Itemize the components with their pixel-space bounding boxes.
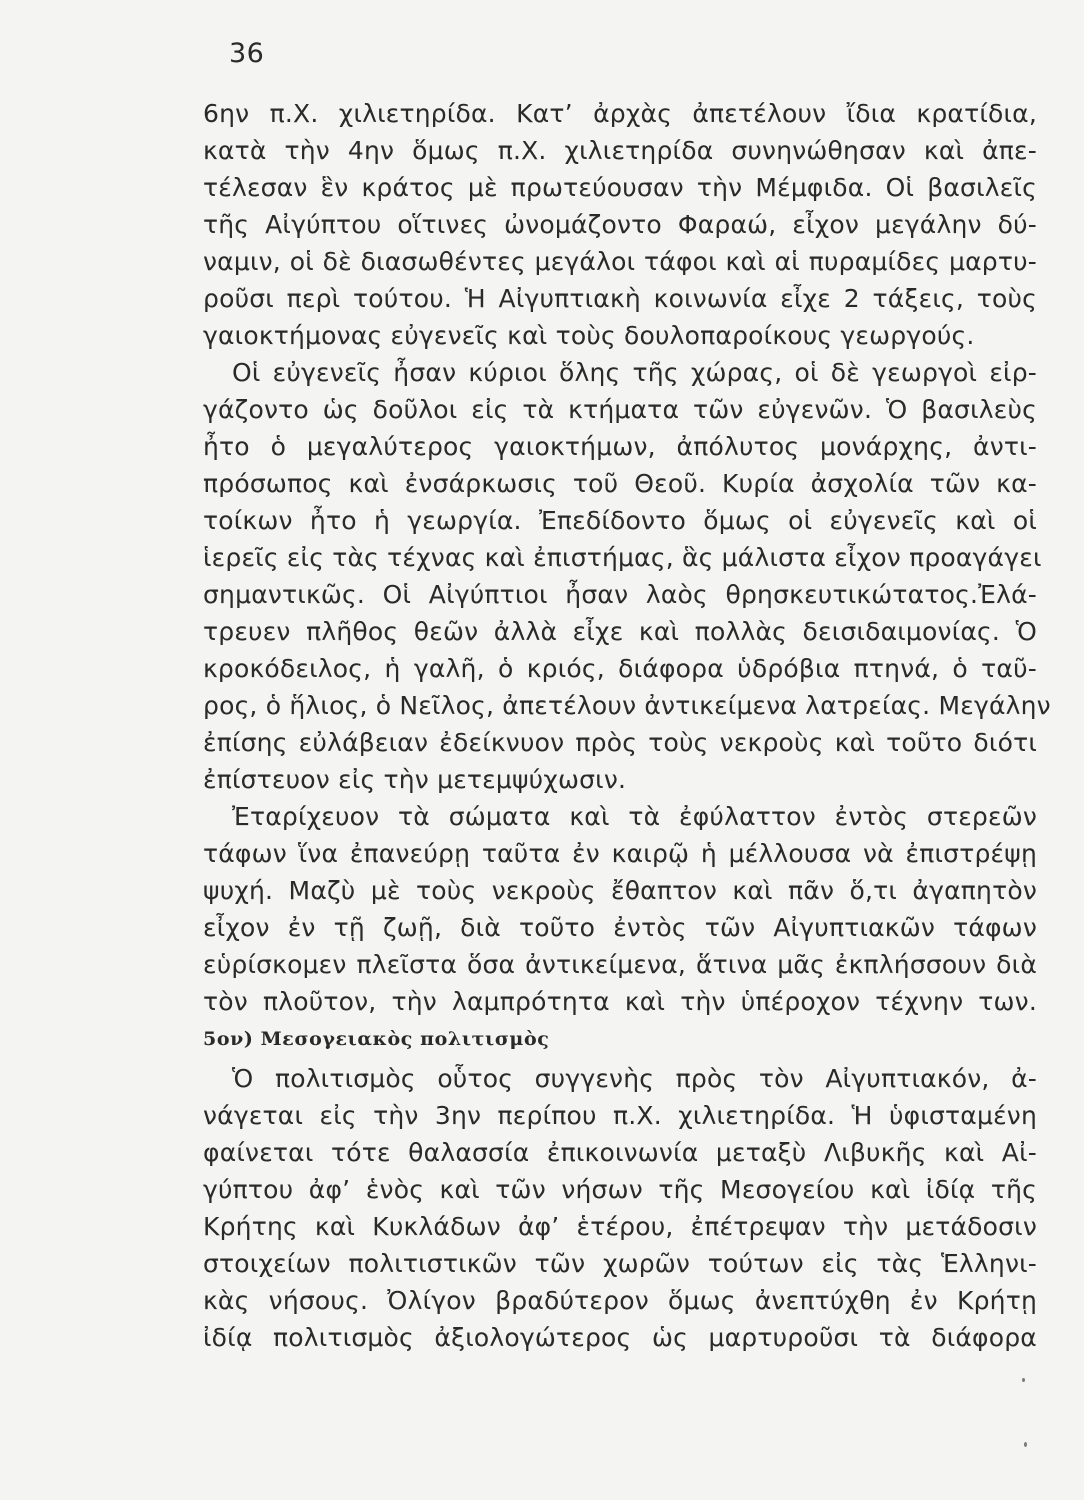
- text-line: εὑρίσκομεν πλεῖστα ὅσα ἀντικείμενα, ἅτινα μᾶς ἐκπλήσσουν διὰ: [203, 950, 1037, 979]
- text-line: ρος, ὁ ἥλιος, ὁ Νεῖλος, ἀπετέλουν ἀντικείμενα λατρείας. Μεγάλην: [203, 691, 1051, 720]
- text-line: ναμιν, οἱ δὲ διασωθέντες μεγάλοι τάφοι καὶ αἱ πυραμίδες μαρτυ-: [203, 247, 1037, 276]
- text-line: τὸν πλοῦτον, τὴν λαμπρότητα καὶ τὴν ὑπέροχον τέχνην των.: [203, 987, 1037, 1016]
- text-line: τοίκων ἦτο ἡ γεωργία. Ἐπεδίδοντο ὅμως οἱ εὐγενεῖς καὶ οἱ: [203, 506, 1037, 535]
- text-line: Ὁ πολιτισμὸς οὗτος συγγενὴς πρὸς τὸν Αἰγυπτιακόν, ἀ-: [232, 1064, 1037, 1093]
- text-line: κατὰ τὴν 4ην ὅμως π.Χ. χιλιετηρίδα συνηνώθησαν καὶ ἀπε-: [203, 136, 1037, 165]
- text-line: 6ην π.Χ. χιλιετηρίδα. Κατ’ ἀρχὰς ἀπετέλουν ἴδια κρατίδια,: [203, 99, 1037, 128]
- page-number: 36: [229, 38, 265, 69]
- text-line: γάζοντο ὡς δοῦλοι εἰς τὰ κτήματα τῶν εὐγενῶν. Ὁ βασιλεὺς: [203, 395, 1037, 424]
- text-line: ἰδίᾳ πολιτισμὸς ἀξιολογώτερος ὡς μαρτυροῦσι τὰ διάφορα: [203, 1323, 1037, 1352]
- scan-speck: [1024, 1442, 1027, 1447]
- text-line: ἱερεῖς εἰς τὰς τέχνας καὶ ἐπιστήμας, ἃς μάλιστα εἶχον προαγάγει: [203, 543, 1042, 572]
- text-line: Κρήτης καὶ Κυκλάδων ἀφ’ ἑτέρου, ἐπέτρεψαν τὴν μετάδοσιν: [203, 1212, 1037, 1241]
- text-line: νάγεται εἰς τὴν 3ην περίπου π.Χ. χιλιετηρίδα. Ἡ ὑφισταμένη: [203, 1101, 1037, 1130]
- scan-speck: [1022, 1378, 1025, 1382]
- text-line: Οἱ εὐγενεῖς ἦσαν κύριοι ὅλης τῆς χώρας, οἱ δὲ γεωργοὶ εἰρ-: [232, 358, 1037, 387]
- text-line: τρευεν πλῆθος θεῶν ἀλλὰ εἶχε καὶ πολλὰς δεισιδαιμονίας. Ὁ: [203, 617, 1037, 646]
- text-line: σημαντικῶς. Οἱ Αἰγύπτιοι ἦσαν λαὸς θρησκευτικώτατος.Ἐλά-: [203, 580, 1037, 609]
- text-line: κροκόδειλος, ἡ γαλῆ, ὁ κριός, διάφορα ὑδρόβια πτηνά, ὁ ταῦ-: [203, 654, 1037, 683]
- text-line: κὰς νήσους. Ὀλίγον βραδύτερον ὅμως ἀνεπτύχθη ἐν Κρήτῃ: [203, 1286, 1037, 1315]
- text-line: φαίνεται τότε θαλασσία ἐπικοινωνία μεταξὺ Λιβυκῆς καὶ Αἰ-: [203, 1138, 1037, 1167]
- text-line: στοιχείων πολιτιστικῶν τῶν χωρῶν τούτων εἰς τὰς Ἑλληνι-: [203, 1249, 1037, 1278]
- text-line: τάφων ἵνα ἐπανεύρῃ ταῦτα ἐν καιρῷ ἡ μέλλουσα νὰ ἐπιστρέψῃ: [203, 839, 1037, 868]
- text-line: ροῦσι περὶ τούτου. Ἡ Αἰγυπτιακὴ κοινωνία εἶχε 2 τάξεις, τοὺς: [203, 284, 1037, 313]
- text-line: Ἐταρίχευον τὰ σώματα καὶ τὰ ἐφύλαττον ἐντὸς στερεῶν: [232, 802, 1037, 831]
- text-line: ψυχή. Μαζὺ μὲ τοὺς νεκροὺς ἔθαπτον καὶ πᾶν ὅ,τι ἀγαπητὸν: [203, 876, 1037, 905]
- text-line: γαιοκτήμονας εὐγενεῖς καὶ τοὺς δουλοπαροίκους γεωργούς.: [203, 321, 975, 350]
- text-line: ἐπίσης εὐλάβειαν ἐδείκνυον πρὸς τοὺς νεκροὺς καὶ τοῦτο διότι: [203, 728, 1037, 757]
- text-line: ἦτο ὁ μεγαλύτερος γαιοκτήμων, ἀπόλυτος μονάρχης, ἀντι-: [203, 432, 1037, 461]
- text-line: εἶχον ἐν τῇ ζωῇ, διὰ τοῦτο ἐντὸς τῶν Αἰγυπτιακῶν τάφων: [203, 913, 1037, 942]
- text-line: πρόσωπος καὶ ἐνσάρκωσις τοῦ Θεοῦ. Κυρία ἀσχολία τῶν κα-: [203, 469, 1037, 498]
- section-heading: 5ον) Μεσογειακὸς πολιτισμὸς: [203, 1028, 550, 1050]
- text-line: τέλεσαν ἓν κράτος μὲ πρωτεύουσαν τὴν Μέμφιδα. Οἱ βασιλεῖς: [203, 173, 1037, 202]
- text-line: τῆς Αἰγύπτου οἵτινες ὠνομάζοντο Φαραώ, εἶχον μεγάλην δύ-: [203, 210, 1037, 239]
- text-line: γύπτου ἀφ’ ἑνὸς καὶ τῶν νήσων τῆς Μεσογείου καὶ ἰδίᾳ τῆς: [203, 1175, 1037, 1204]
- text-line: ἐπίστευον εἰς τὴν μετεμψύχωσιν.: [203, 765, 627, 794]
